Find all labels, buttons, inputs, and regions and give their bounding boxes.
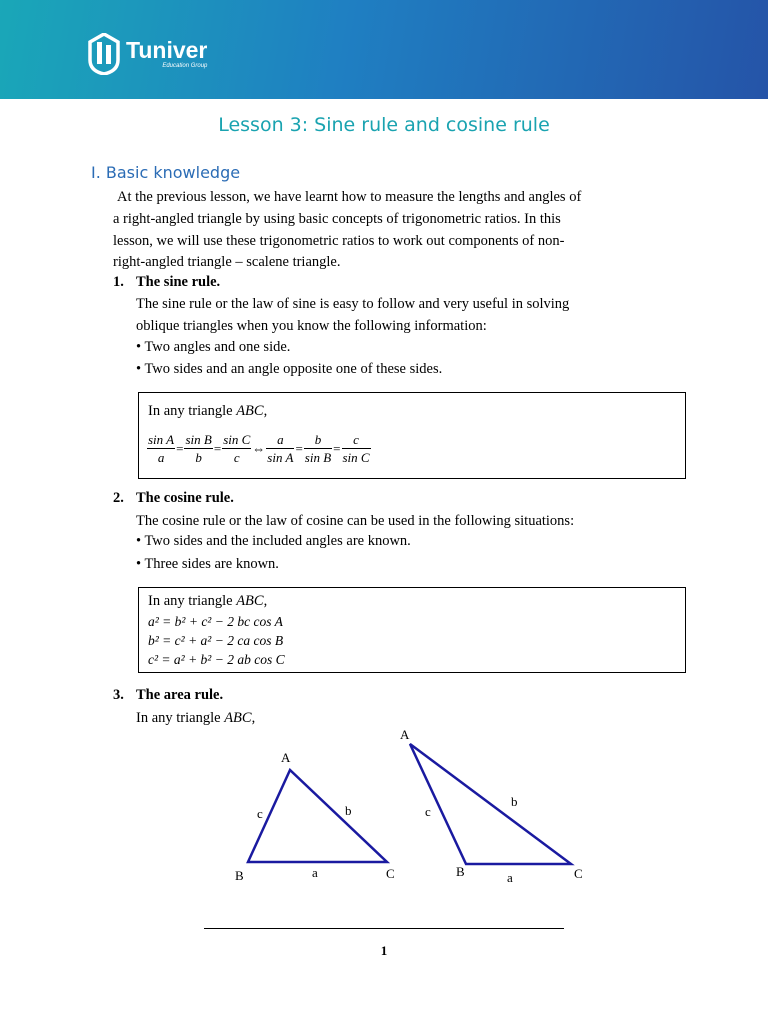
triangle-obtuse <box>400 727 583 885</box>
lesson-title: Lesson 3: Sine rule and cosine rule <box>218 114 550 136</box>
item-number: 3. <box>113 687 124 703</box>
bullet-item: • Two sides and an angle opposite one of these sides. <box>136 361 443 377</box>
fraction: $\frac{c}{\text{sin C}}$ <box>342 432 370 465</box>
fraction: $\frac{\text{sin A}}{a}$ <box>148 432 175 465</box>
intro-line: right-angled triangle – scalene triangle. <box>113 254 341 271</box>
side-label-c: c <box>425 804 431 819</box>
fraction: $\frac{\text{sin C}}{c}$ <box>223 432 251 465</box>
side-label-b: b <box>345 803 352 818</box>
vertex-label-b: B <box>456 864 465 879</box>
section-heading: I. Basic knowledge <box>91 163 241 182</box>
bullet-item: • Two sides and the included angles are known. <box>136 533 411 549</box>
fraction: $\frac{\text{sin B}}{b}$ <box>185 432 212 465</box>
item-title: The cosine rule. <box>136 490 234 506</box>
fraction: $\frac{b}{\text{sin B}}$ <box>304 432 332 465</box>
item-title: The sine rule. <box>136 274 221 290</box>
side-label-a: a <box>312 865 318 880</box>
intro-line: At the previous lesson, we have learnt how to measure the lengths and angles of <box>117 189 582 205</box>
box-intro: In any triangle ABC, <box>148 403 268 419</box>
logo-subtitle: Education Group <box>162 63 208 69</box>
logo-name: Tuniver <box>126 37 208 63</box>
vertex-label-a: A <box>281 750 291 765</box>
cosine-formula: a² = b² + c² − 2 bc cos A <box>148 614 283 629</box>
side-label-b: b <box>511 794 518 809</box>
cosine-formula: c² = a² + b² − 2 ab cos C <box>148 652 285 667</box>
vertex-label-a: A <box>400 727 410 742</box>
cosine-formula: b² = c² + a² − 2 ca cos B <box>148 633 284 648</box>
page-number: 1 <box>380 943 388 958</box>
bullet-item: • Two angles and one side. <box>136 339 291 355</box>
triangle-acute <box>235 750 395 883</box>
intro-line: lesson, we will use these trigonometric ratios to work out components of non- <box>113 232 565 249</box>
vertex-label-c: C <box>574 866 583 881</box>
bullet-item: • Three sides are known. <box>136 556 279 572</box>
side-label-c: c <box>257 806 263 821</box>
item-number: 2. <box>113 490 124 506</box>
description-line: The sine rule or the law of sine is easy to follow and very useful in solving <box>136 296 570 312</box>
box-intro: In any triangle ABC, <box>148 593 268 609</box>
intro-line: a right-angled triangle by using basic concepts of trigonometric ratios. In this <box>113 210 561 227</box>
triangle-name: ABC <box>224 710 252 726</box>
sine-rule-formula: $\frac{\text{sin A}}{a}$ = $\frac{\text{sin B}}{b}$ = $\frac{\text{sin C}}{c}$ ⇔ $\frac{a}{\text{sin A}}$ = $\frac{b}{\text{sin B}}$ = $\frac{c}{\text{sin C}}$ <box>148 432 370 465</box>
fraction: $\frac{a}{\text{sin A}}$ <box>267 432 294 465</box>
description-line: oblique triangles when you know the following information: <box>136 317 487 334</box>
triangle-shape <box>410 744 571 864</box>
item-title: The area rule. <box>136 687 224 703</box>
area-rule-intro: In any triangle ABC, <box>136 710 256 726</box>
vertex-label-c: C <box>386 866 395 881</box>
triangle-shape <box>248 770 387 862</box>
cosine-rule-description: The cosine rule or the law of cosine can be used in the following situations: <box>136 513 575 529</box>
vertex-label-b: B <box>235 868 244 883</box>
triangle-name: ABC <box>236 403 264 419</box>
side-label-a: a <box>507 870 513 885</box>
footer-divider <box>204 928 564 929</box>
item-number: 1. <box>113 274 124 290</box>
triangle-name: ABC <box>236 593 264 609</box>
